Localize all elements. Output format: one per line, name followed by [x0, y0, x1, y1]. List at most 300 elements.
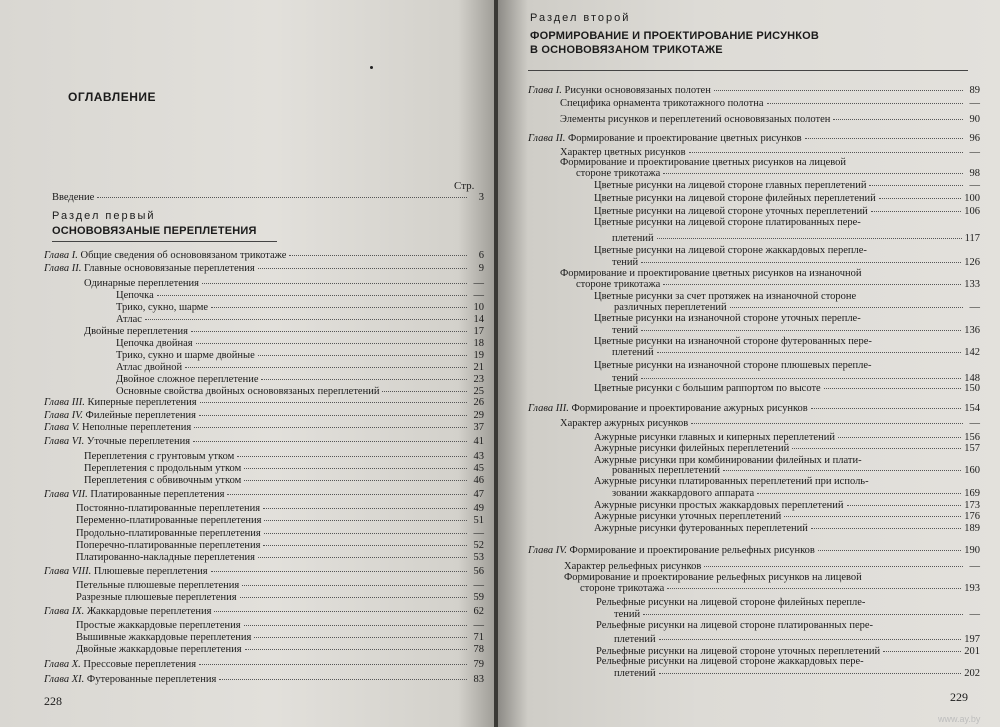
- toc-entry: [596, 656, 980, 668]
- entry-title: Цветные рисунки с большим раппортом по высоте: [594, 383, 821, 394]
- leader-dots: [838, 437, 961, 438]
- toc-entry: [594, 245, 980, 257]
- entry-title: тений: [612, 257, 639, 268]
- toc-entry-page: 43: [473, 451, 484, 462]
- leader-dots: [833, 119, 963, 120]
- toc-entry-page: —: [969, 180, 980, 191]
- leader-dots: [767, 103, 963, 104]
- toc-entry: [84, 463, 484, 475]
- entry-title: Постоянно-платированные переплетения: [76, 503, 261, 514]
- toc-entry-text: [614, 634, 656, 646]
- toc-entry-text: [44, 489, 224, 501]
- toc-entry-text: [76, 592, 237, 604]
- leader-dots: [145, 319, 467, 320]
- toc-entry-text: [44, 674, 216, 686]
- toc-entry: [596, 620, 980, 632]
- leader-dots: [382, 391, 467, 392]
- toc-entry-text: [576, 279, 660, 291]
- leader-dots: [227, 494, 467, 495]
- toc-entry-text: [76, 620, 241, 632]
- leader-dots: [657, 238, 962, 239]
- toc-entry: [116, 350, 484, 362]
- toc-entry: [44, 263, 484, 275]
- leader-dots: [879, 198, 961, 199]
- entry-title: Неполные переплетения: [82, 422, 192, 433]
- entry-title: Атлас: [116, 314, 142, 325]
- leader-dots: [242, 585, 467, 586]
- toc-entry-page: 53: [473, 552, 484, 563]
- entry-title: Рельефные рисунки на лицевой стороне платированных пере-: [596, 620, 874, 631]
- toc-entry-text: [84, 451, 234, 463]
- toc-entry-page: 9: [478, 263, 484, 274]
- toc-entry-text: [580, 583, 664, 595]
- leader-dots: [730, 307, 963, 308]
- toc-entry-page: 96: [969, 133, 980, 144]
- entry-title: Рельефные рисунки на лицевой стороне жаккардовых пере-: [596, 656, 864, 667]
- toc-entry-page: 133: [964, 279, 980, 290]
- leader-dots: [289, 255, 467, 256]
- toc-entry-page: 98: [969, 168, 980, 179]
- toc-entry-text: [44, 397, 197, 409]
- toc-entry-text: [76, 540, 260, 552]
- toc-entry-text: [612, 233, 654, 245]
- leader-dots: [191, 331, 467, 332]
- toc-entry: [116, 374, 484, 386]
- chapter-label: Глава IV.: [44, 410, 83, 421]
- toc-entry-text: [560, 418, 688, 430]
- leader-dots: [805, 138, 963, 139]
- leader-dots: [244, 625, 467, 626]
- left-page: [0, 0, 498, 727]
- entry-title: Цветные рисунки за счет протяжек на изнаночной стороне: [594, 291, 857, 302]
- toc-entry-page: 78: [473, 644, 484, 655]
- leader-dots: [659, 639, 962, 640]
- toc-entry-page: 136: [964, 325, 980, 336]
- toc-entry-page: 150: [964, 383, 980, 394]
- toc-entry-page: 83: [473, 674, 484, 685]
- toc-entry-page: —: [473, 278, 484, 289]
- leader-dots: [211, 307, 467, 308]
- toc-entry-text: [594, 383, 821, 395]
- toc-entry: [76, 528, 484, 540]
- entry-title: Петельные плюшевые переплетения: [76, 580, 240, 591]
- toc-entry-page: 169: [964, 488, 980, 499]
- entry-title: Ажурные рисунки филейных переплетений: [594, 443, 790, 454]
- section-rule: [528, 70, 968, 71]
- entry-title: Ажурные рисунки простых жаккардовых переплетений: [594, 500, 844, 511]
- entry-title: Характер рельефных рисунков: [564, 561, 702, 572]
- print-speck: [370, 66, 373, 69]
- leader-dots: [704, 566, 963, 567]
- chapter-label: Глава III.: [44, 397, 85, 408]
- entry-title: Цепочка двойная: [116, 338, 193, 349]
- toc-entry: [594, 523, 980, 535]
- section-title-line-1: ФОРМИРОВАНИЕ И ПРОЕКТИРОВАНИЕ РИСУНКОВ: [530, 30, 820, 42]
- entry-title: Формирование и проектирование рельефных рисунков: [569, 545, 815, 556]
- toc-entry-page: 201: [964, 646, 980, 657]
- entry-title: Переплетения с обвивочным утком: [84, 475, 242, 486]
- leader-dots: [261, 379, 467, 380]
- toc-entry-page: 176: [964, 511, 980, 522]
- toc-entry-text: [44, 250, 286, 262]
- toc-entry: [594, 313, 980, 325]
- leader-dots: [818, 550, 961, 551]
- toc-entry-page: 90: [969, 114, 980, 125]
- toc-entry-text: [44, 263, 255, 275]
- toc-entry: [76, 540, 484, 552]
- toc-entry-page: —: [969, 418, 980, 429]
- entry-title: Ажурные рисунки платированных переплетений при исполь-: [594, 476, 869, 487]
- toc-entry: [84, 475, 484, 487]
- toc-entry-text: [560, 114, 830, 126]
- entry-title: Формирование и проектирование цветных рисунков на изнаночной: [560, 268, 862, 279]
- toc-entry-text: [594, 217, 861, 229]
- section-title: ОСНОВОВЯЗАНЫЕ ПЕРЕПЛЕТЕНИЯ: [52, 225, 257, 237]
- toc-entry-text: [596, 656, 864, 668]
- toc-entry: [76, 515, 484, 527]
- toc-entry: [594, 360, 980, 372]
- chapter-label: Глава II.: [528, 133, 566, 144]
- toc-entry: [116, 302, 484, 314]
- entry-title: Цветные рисунки на лицевой стороне жаккардовых перепле-: [594, 245, 867, 256]
- entry-title: Платированно-накладные переплетения: [76, 552, 255, 563]
- entry-title: тений: [612, 325, 639, 336]
- toc-entry: [44, 606, 484, 618]
- chapter-label: Глава X.: [44, 659, 81, 670]
- entry-title: тений: [614, 609, 641, 620]
- entry-title: Платированные переплетения: [90, 489, 225, 500]
- entry-title: стороне трикотажа: [576, 168, 661, 179]
- toc-entry-page: 89: [969, 85, 980, 96]
- leader-dots: [657, 352, 962, 353]
- leader-dots: [264, 520, 467, 521]
- toc-entry-page: 18: [473, 338, 484, 349]
- toc-entry: [44, 422, 484, 434]
- leader-dots: [199, 415, 467, 416]
- leader-dots: [193, 441, 467, 442]
- leader-dots: [194, 427, 467, 428]
- toc-entry-page: 56: [473, 566, 484, 577]
- leader-dots: [254, 637, 467, 638]
- toc-entry-text: [76, 644, 242, 656]
- toc-entry: [580, 583, 980, 595]
- toc-entry: [44, 674, 484, 686]
- toc-entry-page: 148: [964, 373, 980, 384]
- toc-entry-text: [576, 168, 660, 180]
- entry-title: Формирование и проектирование цветных рисунков на лицевой: [560, 157, 847, 168]
- toc-entry-text: [44, 436, 190, 448]
- toc-entry: [594, 217, 980, 229]
- leader-dots: [869, 185, 963, 186]
- toc-entry: [116, 362, 484, 374]
- toc-title: ОГЛАВЛЕНИЕ: [68, 90, 157, 104]
- entry-title: Переплетения с продольным утком: [84, 463, 242, 474]
- toc-entry: [528, 133, 980, 145]
- section-label: Раздел второй: [530, 12, 631, 24]
- leader-dots: [784, 516, 961, 517]
- toc-entry-intro: [52, 192, 484, 204]
- entry-title: Формирование и проектирование ажурных рисунков: [571, 403, 808, 414]
- toc-entry-page: 59: [473, 592, 484, 603]
- toc-entry-page: 47: [473, 489, 484, 500]
- entry-title: стороне трикотажа: [580, 583, 665, 594]
- toc-entry-text: [76, 580, 239, 592]
- leader-dots: [244, 468, 467, 469]
- leader-dots: [263, 508, 467, 509]
- entry-title: Рельефные рисунки на лицевой стороне уточных переплетений: [596, 646, 881, 657]
- toc-entry-page: —: [969, 147, 980, 158]
- leader-dots: [240, 597, 467, 598]
- toc-entry-page: 142: [964, 347, 980, 358]
- entry-title: Двойное сложное переплетение: [116, 374, 259, 385]
- right-page: [498, 0, 1000, 727]
- toc-entry-page: 26: [473, 397, 484, 408]
- entry-title: Элементы рисунков и переплетений основовязаных полотен: [560, 114, 831, 125]
- entry-title: Продольно-платированные переплетения: [76, 528, 261, 539]
- toc-entry-page: 126: [964, 257, 980, 268]
- toc-entry-text: [76, 552, 255, 564]
- toc-entry-page: 14: [473, 314, 484, 325]
- toc-entry: [84, 278, 484, 290]
- leader-dots: [757, 493, 961, 494]
- entry-title: Цветные рисунки на лицевой стороне уточных переплетений: [594, 206, 868, 217]
- toc-entry-text: [84, 475, 241, 487]
- entry-title: Трико, сукно и шарме двойные: [116, 350, 255, 361]
- entry-title: Двойные переплетения: [84, 326, 188, 337]
- entry-title: Специфика орнамента трикотажного полотна: [560, 98, 764, 109]
- leader-dots: [689, 152, 963, 153]
- entry-title: плетений: [614, 668, 656, 679]
- toc-entry: [576, 168, 980, 180]
- toc-entry: [560, 114, 980, 126]
- toc-entry-text: [596, 597, 865, 609]
- toc-entry-page: —: [473, 528, 484, 539]
- toc-entry-page: 46: [473, 475, 484, 486]
- leader-dots: [667, 588, 961, 589]
- toc-entry-text: [594, 193, 876, 205]
- entry-title: Цветные рисунки на изнаночной стороне футерованных пере-: [594, 336, 872, 347]
- toc-entry: [76, 503, 484, 515]
- toc-entry: [116, 338, 484, 350]
- toc-entry-page: 3: [478, 192, 484, 203]
- entry-title: Вышивные жаккардовые переплетения: [76, 632, 252, 643]
- entry-title: Переплетения с грунтовым утком: [84, 451, 235, 462]
- leader-dots: [641, 262, 961, 263]
- toc-entry-page: 25: [473, 386, 484, 397]
- toc-entry: [594, 476, 980, 488]
- toc-entry: [76, 632, 484, 644]
- toc-entry: [596, 597, 980, 609]
- entry-title: Цепочка: [116, 290, 154, 301]
- toc-entry-text: [84, 463, 241, 475]
- toc-entry-text: [116, 314, 142, 326]
- toc-entry-page: 193: [964, 583, 980, 594]
- leader-dots: [641, 330, 961, 331]
- toc-entry-text: [594, 313, 861, 325]
- toc-entry: [76, 580, 484, 592]
- toc-entry: [528, 85, 980, 97]
- leader-dots: [264, 533, 467, 534]
- toc-entry: [44, 436, 484, 448]
- leader-dots: [185, 367, 467, 368]
- leader-dots: [659, 673, 962, 674]
- leader-dots: [237, 456, 467, 457]
- toc-entry-text: Введение: [52, 192, 95, 203]
- toc-entry-text: [76, 503, 260, 515]
- toc-entry: [594, 180, 980, 192]
- entry-title: различных переплетений: [614, 302, 727, 313]
- toc-entry-page: —: [473, 620, 484, 631]
- chapter-label: Глава VII.: [44, 489, 88, 500]
- toc-entry-page: 154: [964, 403, 980, 414]
- toc-entry: [560, 418, 980, 430]
- leader-dots: [245, 649, 467, 650]
- toc-entry: [116, 290, 484, 302]
- leader-dots: [211, 571, 467, 572]
- toc-entry-text: [594, 360, 872, 372]
- leader-dots: [199, 664, 467, 665]
- toc-entry-page: 52: [473, 540, 484, 551]
- toc-entry-text: [594, 511, 781, 523]
- leader-dots: [691, 423, 963, 424]
- chapter-label: Глава IV.: [528, 545, 567, 556]
- toc-entry-text: [76, 528, 261, 540]
- leader-dots: [792, 448, 961, 449]
- toc-entry-page: 173: [964, 500, 980, 511]
- toc-entry-page: 51: [473, 515, 484, 526]
- toc-entry-page: 100: [964, 193, 980, 204]
- entry-title: Ажурные рисунки уточных переплетений: [594, 511, 782, 522]
- entry-title: Переменно-платированные переплетения: [76, 515, 262, 526]
- toc-entry: [560, 98, 980, 110]
- toc-entry-text: [594, 476, 869, 488]
- leader-dots: [97, 197, 467, 198]
- page-column-header: Стр.: [454, 180, 475, 192]
- toc-entry-text: [528, 403, 808, 415]
- entry-title: Главные основовязаные переплетения: [83, 263, 255, 274]
- toc-entry: [44, 397, 484, 409]
- toc-entry-text: [44, 659, 196, 671]
- toc-entry-page: —: [969, 98, 980, 109]
- toc-entry-page: —: [969, 609, 980, 620]
- entry-title: Простые жаккардовые переплетения: [76, 620, 241, 631]
- toc-entry: [612, 233, 980, 245]
- toc-entry-text: [84, 326, 188, 338]
- toc-entry-page: 106: [964, 206, 980, 217]
- toc-entry-text: [44, 566, 208, 578]
- toc-entry: [576, 279, 980, 291]
- entry-title: Трико, сукно, шарме: [116, 302, 209, 313]
- toc-entry-text: [594, 180, 866, 192]
- entry-title: Общие сведения об основовязаном трикотаже: [80, 250, 287, 261]
- entry-title: плетений: [614, 634, 656, 645]
- toc-entry: [84, 451, 484, 463]
- toc-entry-page: 156: [964, 432, 980, 443]
- toc-entry-text: [528, 545, 815, 557]
- toc-entry-page: 117: [964, 233, 980, 244]
- leader-dots: [219, 679, 467, 680]
- entry-title: Основные свойства двойных основовязаных переплетений: [116, 386, 380, 397]
- toc-entry: [44, 659, 484, 671]
- leader-dots: [258, 355, 467, 356]
- leader-dots: [883, 651, 961, 652]
- toc-entry-page: 189: [964, 523, 980, 534]
- toc-entry: [614, 668, 980, 680]
- leader-dots: [157, 295, 467, 296]
- entry-title: Двойные жаккардовые переплетения: [76, 644, 242, 655]
- toc-entry-page: 23: [473, 374, 484, 385]
- entry-title: Филейные переплетения: [85, 410, 196, 421]
- leader-dots: [214, 611, 467, 612]
- entry-title: Цветные рисунки на изнаночной стороне плюшевых перепле-: [594, 360, 872, 371]
- toc-entry-page: —: [473, 290, 484, 301]
- toc-entry-page: 19: [473, 350, 484, 361]
- toc-entry: [76, 644, 484, 656]
- leader-dots: [871, 211, 961, 212]
- entry-title: Формирование и проектирование цветных рисунков: [567, 133, 802, 144]
- toc-entry: [44, 250, 484, 262]
- toc-entry-text: [44, 606, 211, 618]
- leader-dots: [263, 545, 467, 546]
- chapter-label: Глава VI.: [44, 436, 85, 447]
- entry-title: Уточные переплетения: [86, 436, 191, 447]
- toc-entry-page: 190: [964, 545, 980, 556]
- toc-entry: [84, 326, 484, 338]
- toc-entry: [614, 634, 980, 646]
- toc-entry-page: 41: [473, 436, 484, 447]
- entry-title: Ажурные рисунки главных и киперных переплетений: [594, 432, 835, 443]
- entry-title: Характер ажурных рисунков: [560, 418, 689, 429]
- entry-title: плетений: [612, 347, 654, 358]
- leader-dots: [643, 614, 963, 615]
- toc-entry-page: 160: [964, 465, 980, 476]
- toc-entry: [44, 489, 484, 501]
- toc-entry: [612, 347, 980, 359]
- toc-entry: [44, 566, 484, 578]
- entry-title: стороне трикотажа: [576, 279, 661, 290]
- toc-entry-text: [76, 515, 261, 527]
- chapter-label: Глава II.: [44, 263, 82, 274]
- toc-entry: [594, 511, 980, 523]
- section-rule: [52, 241, 277, 242]
- toc-entry-page: 29: [473, 410, 484, 421]
- toc-entry-text: [44, 422, 191, 434]
- entry-title: Атлас двойной: [116, 362, 183, 373]
- toc-entry: [76, 552, 484, 564]
- leader-dots: [258, 557, 467, 558]
- entry-title: Поперечно-платированные переплетения: [76, 540, 261, 551]
- toc-entry-page: —: [969, 561, 980, 572]
- toc-entry-text: [116, 338, 193, 350]
- leader-dots: [847, 505, 962, 506]
- toc-entry-text: [596, 620, 873, 632]
- toc-entry: [76, 592, 484, 604]
- entry-title: рованных переплетений: [612, 465, 720, 476]
- leader-dots: [824, 388, 962, 389]
- chapter-label: Глава VIII.: [44, 566, 92, 577]
- toc-entry-page: 62: [473, 606, 484, 617]
- toc-entry-text: [116, 290, 154, 302]
- entry-title: Одинарные переплетения: [84, 278, 199, 289]
- leader-dots: [723, 470, 961, 471]
- toc-entry-text: [116, 374, 258, 386]
- toc-entry-text: [612, 347, 654, 359]
- entry-title: Рельефные рисунки на лицевой стороне филейных перепле-: [596, 597, 866, 608]
- toc-entry-text: [612, 488, 754, 500]
- toc-entry: [44, 410, 484, 422]
- entry-title: тений: [612, 373, 639, 384]
- toc-entry-text: [44, 410, 196, 422]
